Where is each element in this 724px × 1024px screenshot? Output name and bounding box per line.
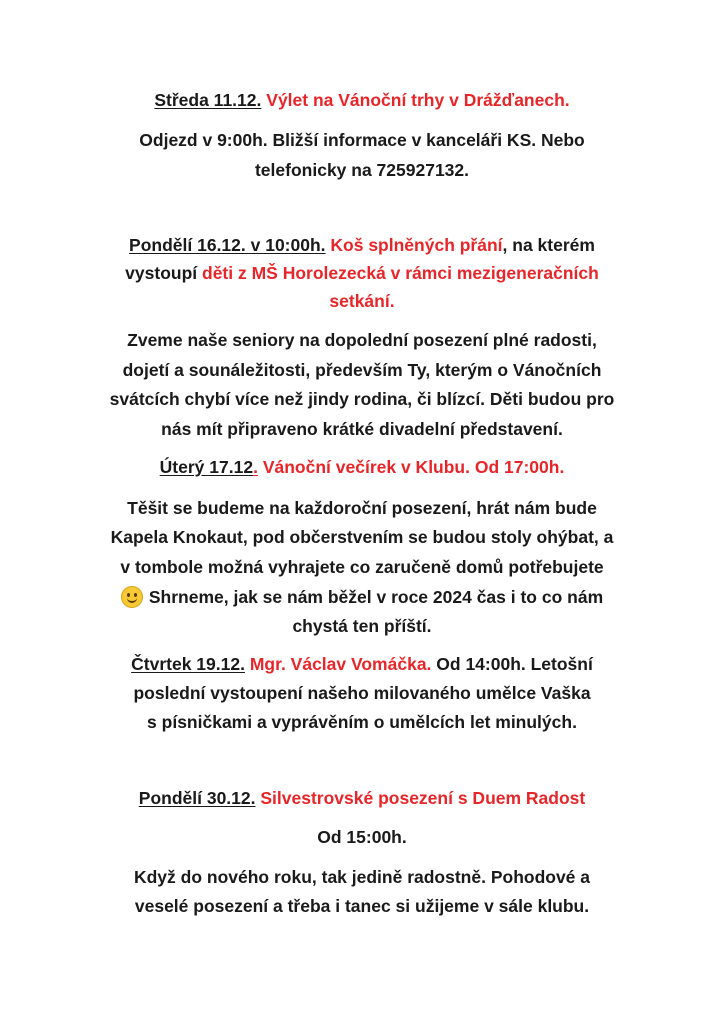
event-2-heading-prefix: vystoupí: [125, 263, 202, 283]
event-1-heading: [60, 89, 664, 111]
event-3-body-text: Shrneme, jak se nám běžel v roce 2024 čas i to co nám: [148, 587, 604, 607]
event-2-body-line: nás mít připraveno krátké divadelní představení.: [161, 419, 563, 439]
event-5-date: Pondělí 30.12.: [138, 788, 256, 808]
event-4-date: Čtvrtek 19.12.: [131, 654, 245, 674]
event-2-title: Koš splněných přání: [330, 235, 503, 255]
event-3-date: Úterý 17.12: [159, 457, 254, 477]
event-2-heading-rest: , na kterém: [502, 235, 595, 255]
event-3-body-line: v tombole možná vyhrajete co zaručeně domů potřebujete: [120, 557, 604, 577]
event-3-date-dot: .: [253, 457, 258, 477]
event-4-body-line: s písničkami a vyprávěním o umělcích let minulých.: [147, 712, 577, 732]
event-1-title: Výlet na Vánoční trhy v Drážďanech.: [266, 90, 570, 110]
event-2-heading-line3: setkání.: [329, 291, 395, 311]
event-5-body-line: Když do nového roku, tak jedině radostně. Pohodové a: [133, 867, 591, 887]
event-2-heading-line2: [60, 262, 664, 284]
event-4-heading-rest: Od 14:00h. Letošní: [431, 654, 593, 674]
event-5-body-line: veselé posezení a třeba i tanec si užijeme v sále klubu.: [134, 896, 590, 916]
event-2-heading-red: děti z MŠ Horolezecká v rámci mezigeneračních: [202, 263, 599, 283]
event-2-body-line: Zveme naše seniory na dopolední posezení plné radosti,: [127, 330, 597, 350]
event-3-body-line-with-smiley: [60, 586, 664, 608]
event-4-title: Mgr. Václav Vomáčka.: [249, 654, 432, 674]
event-4-body-line: poslední vystoupení našeho milovaného umělce Vaška: [133, 683, 591, 703]
event-3-body-line: Těšit se budeme na každoroční posezení, hrát nám bude: [127, 498, 597, 518]
event-3-title: Vánoční večírek v Klubu. Od 17:00h.: [262, 457, 565, 477]
event-3-body-line: chystá ten příští.: [292, 616, 432, 636]
smiley-icon: [121, 586, 143, 608]
event-1-body-line: Odjezd v 9:00h. Bližší informace v kanceláři KS. Nebo: [139, 130, 585, 150]
event-2-date: Pondělí 16.12. v 10:00h.: [129, 235, 326, 255]
event-2-body-line: svátcích chybí více než jindy rodina, či blízcí. Děti budou pro: [109, 389, 615, 409]
event-3-heading: [60, 456, 664, 478]
event-2-body-line: dojetí a sounáležitosti, především Ty, kterým o Vánočních: [122, 360, 602, 380]
event-2-heading: [60, 234, 664, 256]
event-1-date: Středa 11.12.: [154, 90, 262, 110]
event-4-heading: [60, 653, 664, 675]
event-3-body-line: Kapela Knokaut, pod občerstvením se budou stoly ohýbat, a: [110, 527, 614, 547]
event-5-title: Silvestrovské posezení s Duem Radost: [260, 788, 586, 808]
event-1-body-line: telefonicky na 725927132.: [254, 160, 470, 180]
event-5-heading: [60, 787, 664, 809]
event-5-body-line: Od 15:00h.: [317, 827, 407, 847]
